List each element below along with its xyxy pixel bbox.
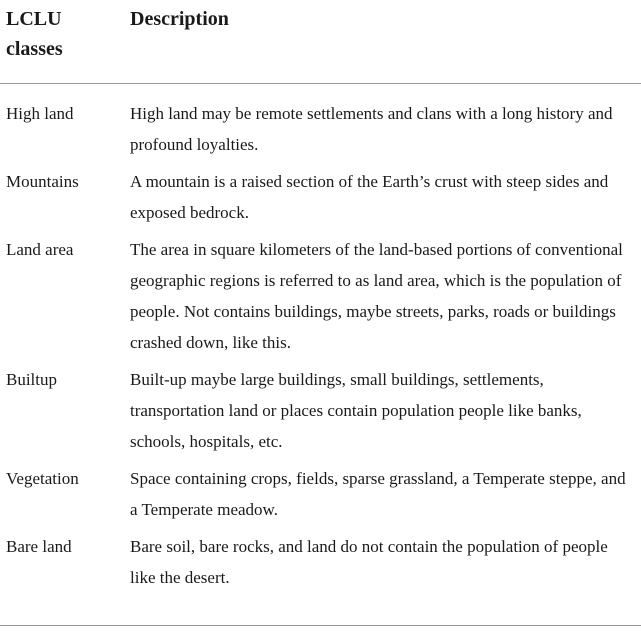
table-row [0, 98, 641, 160]
table-row [0, 234, 641, 358]
table-bottom-rule [0, 625, 641, 626]
row-description: Built-up maybe large buildings, small buildings, settlements, transportation land or places contain population people like banks, schools, hospitals, etc. [130, 370, 582, 451]
table-row [0, 531, 641, 593]
row-class-label: Bare land [6, 537, 72, 556]
row-description: Bare soil, bare rocks, and land do not contain the population of people like the desert. [130, 537, 608, 587]
table-row [0, 463, 641, 525]
row-class-label: Mountains [6, 172, 79, 191]
row-class-label: Land area [6, 240, 74, 259]
row-description: High land may be remote settlements and clans with a long history and profound loyalties. [130, 104, 613, 154]
row-description: The area in square kilometers of the land-based portions of conventional geographic regions is referred to as land area, which is the population of people. Not contains buildings, maybe streets, parks, roads or buildings crashed down, like this. [130, 240, 623, 352]
table-row [0, 166, 641, 228]
row-class-label: High land [6, 104, 74, 123]
header-lclu-classes: LCLU classes [6, 8, 63, 60]
table-row [0, 364, 641, 457]
row-class-label: Vegetation [6, 469, 79, 488]
table-header [0, 0, 641, 84]
row-description: A mountain is a raised section of the Earth’s crust with steep sides and exposed bedrock. [130, 172, 609, 222]
row-class-label: Builtup [6, 370, 58, 389]
header-description: Description [130, 8, 229, 30]
row-description: Space containing crops, fields, sparse grassland, a Temperate steppe, and a Temperate meadow. [130, 469, 626, 519]
